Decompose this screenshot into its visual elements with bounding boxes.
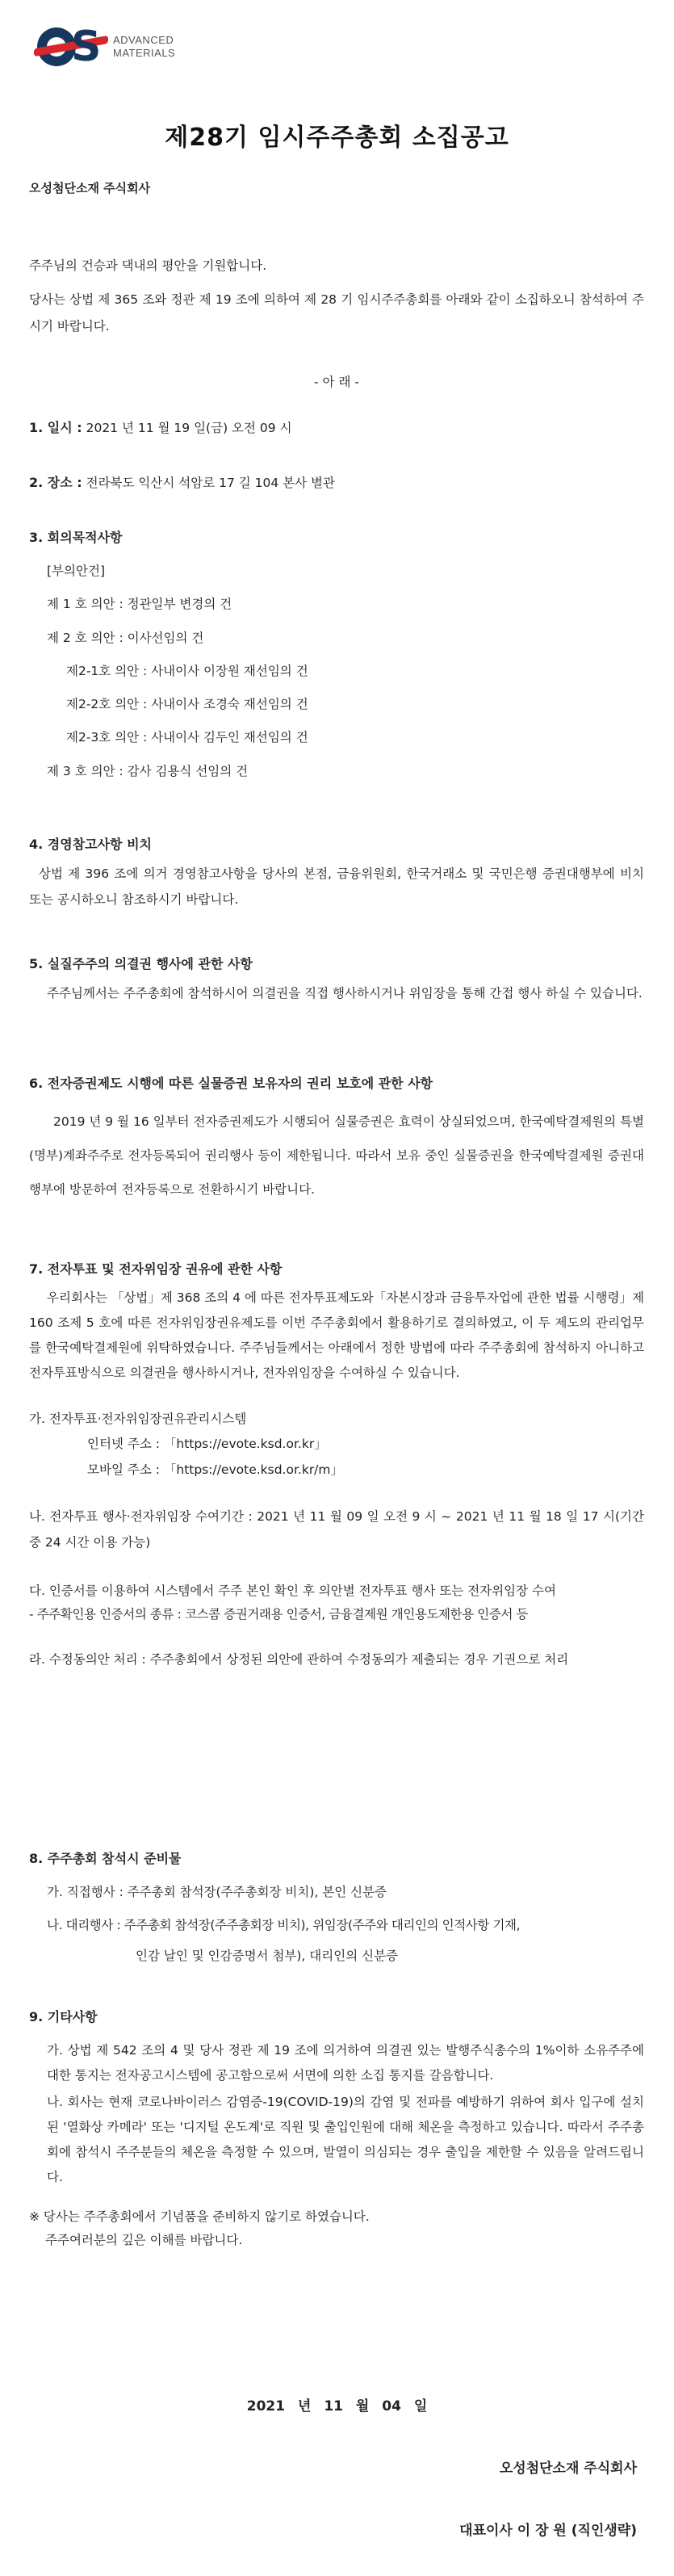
section-etc: 9. 기타사항 가. 상법 제 542 조의 4 및 당사 정관 제 19 조에 의거하여 의결권 있는 발행주식총수의 1%이하 소유주주에 대한 통지는 전자공고시스템에 공고함으로써 서면에 의한 소집 통지를 갈음합니다. 나. 회사는 현재 코로나바이러스 감염증-19(COVID-19)의 감염 및 전파를 예방하기 위하여 회사 입구에 설치된 '열화상 카메라' 또는 '디지털 온도계'로 직원 및 출입인원에 대해 체온을 측정하고 있습니다. 따라서 주주총회에 참석시 주주분들의 체온을 측정할 수 있으며, 발열이 의심되는 경우 출입을 제한할 수 있음을 알려드립니다. ※ 당사는 주주총회에서 기념품을 준비하지 않기로 하였습니다. 주주여러분의 깊은 이해를 바랍니다. bbox=[29, 2009, 644, 2248]
signature-company: 오성첨단소재 주식회사 bbox=[499, 2461, 637, 2477]
section-date: 1. 일시 : 2021 년 11 월 19 일(금) 오전 09 시 bbox=[29, 420, 292, 435]
agenda-item: 제 2 호 의안 : 이사선임의 건 bbox=[47, 630, 204, 645]
agenda-item: 제2-3호 의안 : 사내이사 김두인 재선임의 건 bbox=[66, 730, 308, 745]
company-logo bbox=[34, 23, 175, 71]
section-e-voting: 7. 전자투표 및 전자위임장 권유에 관한 사항 우리회사는 「상법」제 368 조의 4 에 따른 전자투표제도와「자본시장과 금융투자업에 관한 법률 시행령」제 160 조제 5 호에 따른 전자위임장권유제도를 이번 주주총회에서 활용하기로 결의하였고, 이 두 제도의 관리업무를 한국예탁결제원에 위탁하였습니다. 주주님들께서는 아래에서 정한 방법에 따라 주주총회에 참석하지 아니하고 전자투표방식으로 의결권을 행사하시거나, 전자위임장을 수여하실 수 있습니다. 가. 전자투표·전자위임장권유관리시스템 인터넷 주소 : 「https://evote.ksd.or.kr」 모바일 주소 : 「https://evote.ksd.or.kr/m」 나. 전자투표 행사·전자위임장 수여기간 : 2021 년 11 월 09 일 오전 9 시 ~ 2021 년 11 월 18 일 17 시(기간 중 24 시간 이용 가능) 다. 인증서를 이용하여 시스템에서 주주 본인 확인 후 의안별 전자투표 행사 또는 전자위임장 수여 - 주주확인용 인증서의 종류 : 코스콤 증권거래용 인증서, 금융결제원 개인용도제한용 인증서 등 라. 수정동의안 처리 : 주주총회에서 상정된 의안에 관하여 수정동의가 제출되는 경우 기권으로 처리 bbox=[29, 1261, 644, 1667]
section-reference: 4. 경영참고사항 비치 상법 제 396 조에 의거 경영참고사항을 당사의 본점, 금융위원회, 한국거래소 및 국민은행 증권대행부에 비치 또는 공시하오니 참조하시기 바랍니다. bbox=[29, 837, 644, 907]
agenda-item: 제 3 호 의안 : 감사 김용식 선임의 건 bbox=[47, 763, 249, 778]
os-logo-icon: S bbox=[34, 23, 107, 71]
signature-ceo: 대표이사 이 장 원 (직인생략) bbox=[459, 2523, 637, 2539]
company-name: 오성첨단소재 주식회사 bbox=[29, 181, 151, 195]
agenda-item: 제2-2호 의안 : 사내이사 조경숙 재선임의 건 bbox=[66, 697, 308, 711]
notice-date: 2021 년 11 월 04 일 bbox=[246, 2398, 428, 2414]
section-voting-rights: 5. 실질주주의 의결권 행사에 관한 사항 주주님께서는 주주총회에 참석하시어 의결권을 직접 행사하시거나 위임장을 통해 간접 행사 하실 수 있습니다. bbox=[29, 956, 643, 1001]
below-heading: - 아 래 - bbox=[314, 375, 359, 389]
intro: 주주님의 건승과 댁내의 평안을 기원합니다. 당사는 상법 제 365 조와 정관 제 19 조에 의하여 제 28 기 임시주주총회를 아래와 같이 소집하오니 참석하여 주시기 바랍니다. bbox=[29, 258, 644, 334]
logo-text: ADVANCED MATERIALS bbox=[113, 34, 176, 59]
section-agenda: 3. 회의목적사항 [부의안건] 제 1 호 의안 : 정관일부 변경의 건 제 2 호 의안 : 이사선임의 건 제2-1호 의안 : 사내이사 이장원 재선임의 건 제2-2호 의안 : 사내이사 조경숙 재선임의 건 제2-3호 의안 : 사내이사 김두인 재선임의 건 제 3 호 의안 : 감사 김용식 선임의 건 bbox=[29, 528, 644, 781]
section-e-securities: 6. 전자증권제도 시행에 따른 실물증권 보유자의 권리 보호에 관한 사항 2019 년 9 월 16 일부터 전자증권제도가 시행되어 실물증권은 효력이 상실되었으며, 한국예탁결제원의 특별(명부)계좌주주로 전자등록되어 권리행사 등이 제한됩니다. 따라서 보유 중인 실물증권을 한국예탁결제원 증권대행부에 방문하여 전자등록으로 전환하시기 바랍니다. bbox=[29, 1076, 645, 1197]
section-materials: 8. 주주총회 참석시 준비물 가. 직접행사 : 주주총회 참석장(주주총회장 비치), 본인 신분증 나. 대리행사 : 주주총회 참석장(주주총회장 비치), 위임장(주주와 대리인의 인적사항 기재, 인감 날인 및 인감증명서 첨부), 대리인의 신분증 bbox=[29, 1851, 521, 1963]
page-title: 제28기 임시주주총회 소집공고 bbox=[165, 124, 509, 152]
section-place: 2. 장소 : 전라북도 익산시 석암로 17 길 104 본사 별관 bbox=[29, 475, 335, 490]
agenda-item: 제2-1호 의안 : 사내이사 이장원 재선임의 건 bbox=[66, 663, 308, 678]
agenda-item: 제 1 호 의안 : 정관일부 변경의 건 bbox=[47, 597, 232, 612]
